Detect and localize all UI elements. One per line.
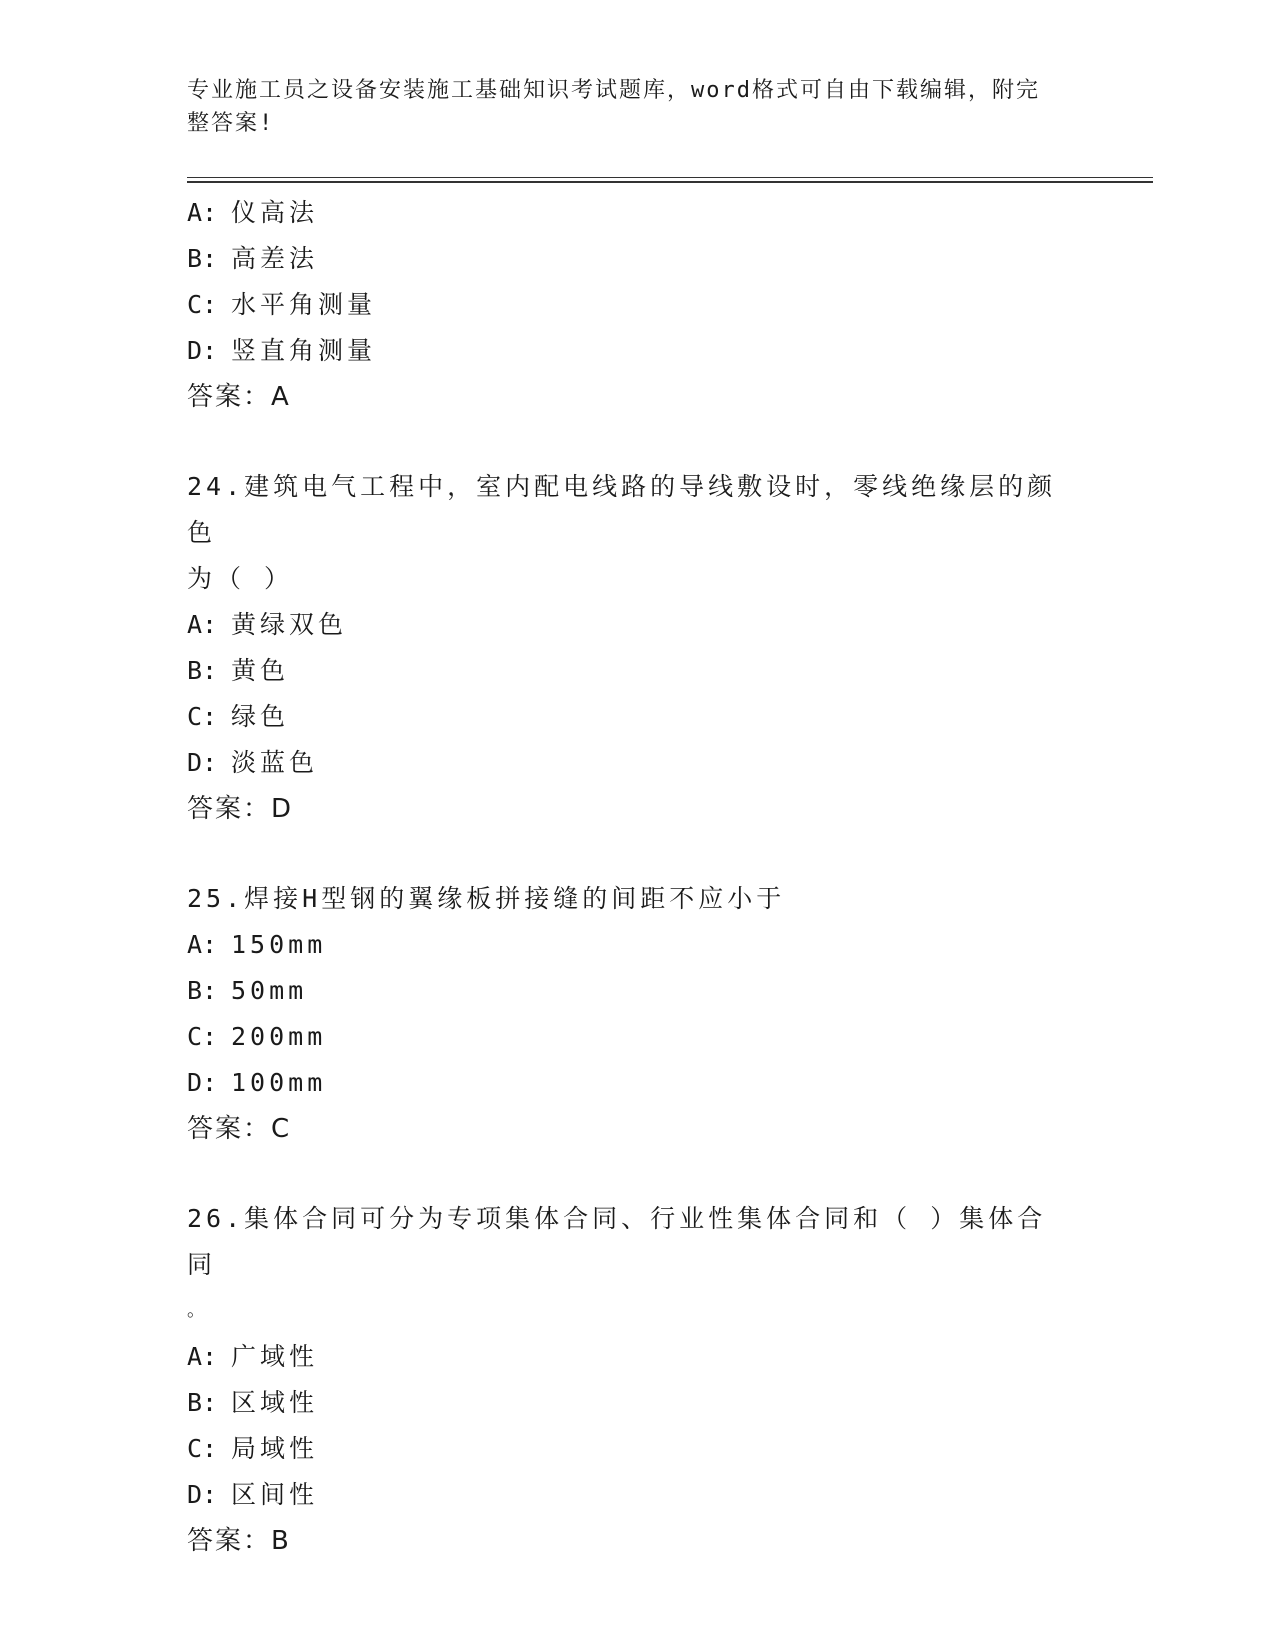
option-text: 黄绿双色: [231, 610, 348, 639]
header-divider-thick: [187, 181, 1153, 183]
option-key: C:: [187, 290, 218, 319]
spacer: [187, 420, 1087, 464]
option-a: [187, 1334, 1087, 1380]
option-b: [187, 236, 1087, 282]
answer-label: 答案：D: [187, 794, 294, 824]
option-key: A:: [187, 610, 218, 639]
question-text-line-1: 25.焊接H型钢的翼缘板拼接缝的间距不应小于: [187, 884, 786, 913]
option-key: C:: [187, 1434, 218, 1463]
option-text: 局域性: [231, 1434, 319, 1463]
option-key: C:: [187, 702, 218, 731]
option-d: [187, 1060, 1087, 1106]
question-text: [187, 1196, 1067, 1334]
option-text: 50mm: [231, 976, 308, 1005]
question-text-line-1: 26.集体合同可分为专项集体合同、行业性集体合同和（ ）集体合同: [187, 1204, 1047, 1279]
answer-label: 答案：B: [187, 1526, 291, 1556]
option-text: 区域性: [231, 1388, 319, 1417]
option-text: 仪高法: [231, 198, 319, 227]
option-a: [187, 602, 1087, 648]
option-key: D:: [187, 1480, 218, 1509]
header-line-1: 专业施工员之设备安装施工基础知识考试题库，word格式可自由下载编辑，附完: [187, 78, 1040, 103]
question-text-line-1: 24.建筑电气工程中，室内配电线路的导线敷设时，零线绝缘层的颜色: [187, 472, 1057, 547]
header-divider-thin: [187, 177, 1153, 178]
option-text: 广域性: [231, 1342, 319, 1371]
option-key: C:: [187, 1022, 218, 1051]
question-text: [187, 876, 1067, 922]
option-text: 绿色: [231, 702, 290, 731]
question-24: [187, 464, 1087, 832]
option-text: 黄色: [231, 656, 290, 685]
option-c: [187, 282, 1087, 328]
option-key: B:: [187, 656, 218, 685]
question-list: [187, 190, 1087, 1564]
option-d: [187, 328, 1087, 374]
option-text: 竖直角测量: [231, 336, 377, 365]
option-b: [187, 968, 1087, 1014]
option-key: A:: [187, 1342, 218, 1371]
option-key: A:: [187, 930, 218, 959]
option-a: [187, 190, 1087, 236]
option-c: [187, 1014, 1087, 1060]
option-a: [187, 922, 1087, 968]
answer-label: 答案：A: [187, 382, 291, 412]
option-text: 淡蓝色: [231, 748, 319, 777]
option-key: A:: [187, 198, 218, 227]
header-line-2: 整答案!: [187, 111, 275, 136]
option-text: 水平角测量: [231, 290, 377, 319]
question-23: [187, 190, 1087, 420]
option-text: 区间性: [231, 1480, 319, 1509]
question-text: [187, 464, 1067, 602]
option-c: [187, 1426, 1087, 1472]
spacer: [187, 1152, 1087, 1196]
spacer: [187, 832, 1087, 876]
option-key: D:: [187, 748, 218, 777]
option-text: 200mm: [231, 1022, 327, 1051]
option-b: [187, 1380, 1087, 1426]
option-c: [187, 694, 1087, 740]
option-key: D:: [187, 336, 218, 365]
answer-label: 答案：C: [187, 1114, 292, 1144]
question-26: [187, 1196, 1087, 1564]
option-key: D:: [187, 1068, 218, 1097]
option-key: B:: [187, 976, 218, 1005]
option-d: [187, 740, 1087, 786]
question-text-line-2: 。: [187, 1300, 209, 1321]
question-25: [187, 876, 1087, 1152]
option-key: B:: [187, 1388, 218, 1417]
question-text-line-2: 为（ ）: [187, 564, 294, 593]
option-key: B:: [187, 244, 218, 273]
option-b: [187, 648, 1087, 694]
option-d: [187, 1472, 1087, 1518]
document-header: [187, 74, 1067, 140]
option-text: 100mm: [231, 1068, 327, 1097]
option-text: 高差法: [231, 244, 319, 273]
option-text: 150mm: [231, 930, 327, 959]
